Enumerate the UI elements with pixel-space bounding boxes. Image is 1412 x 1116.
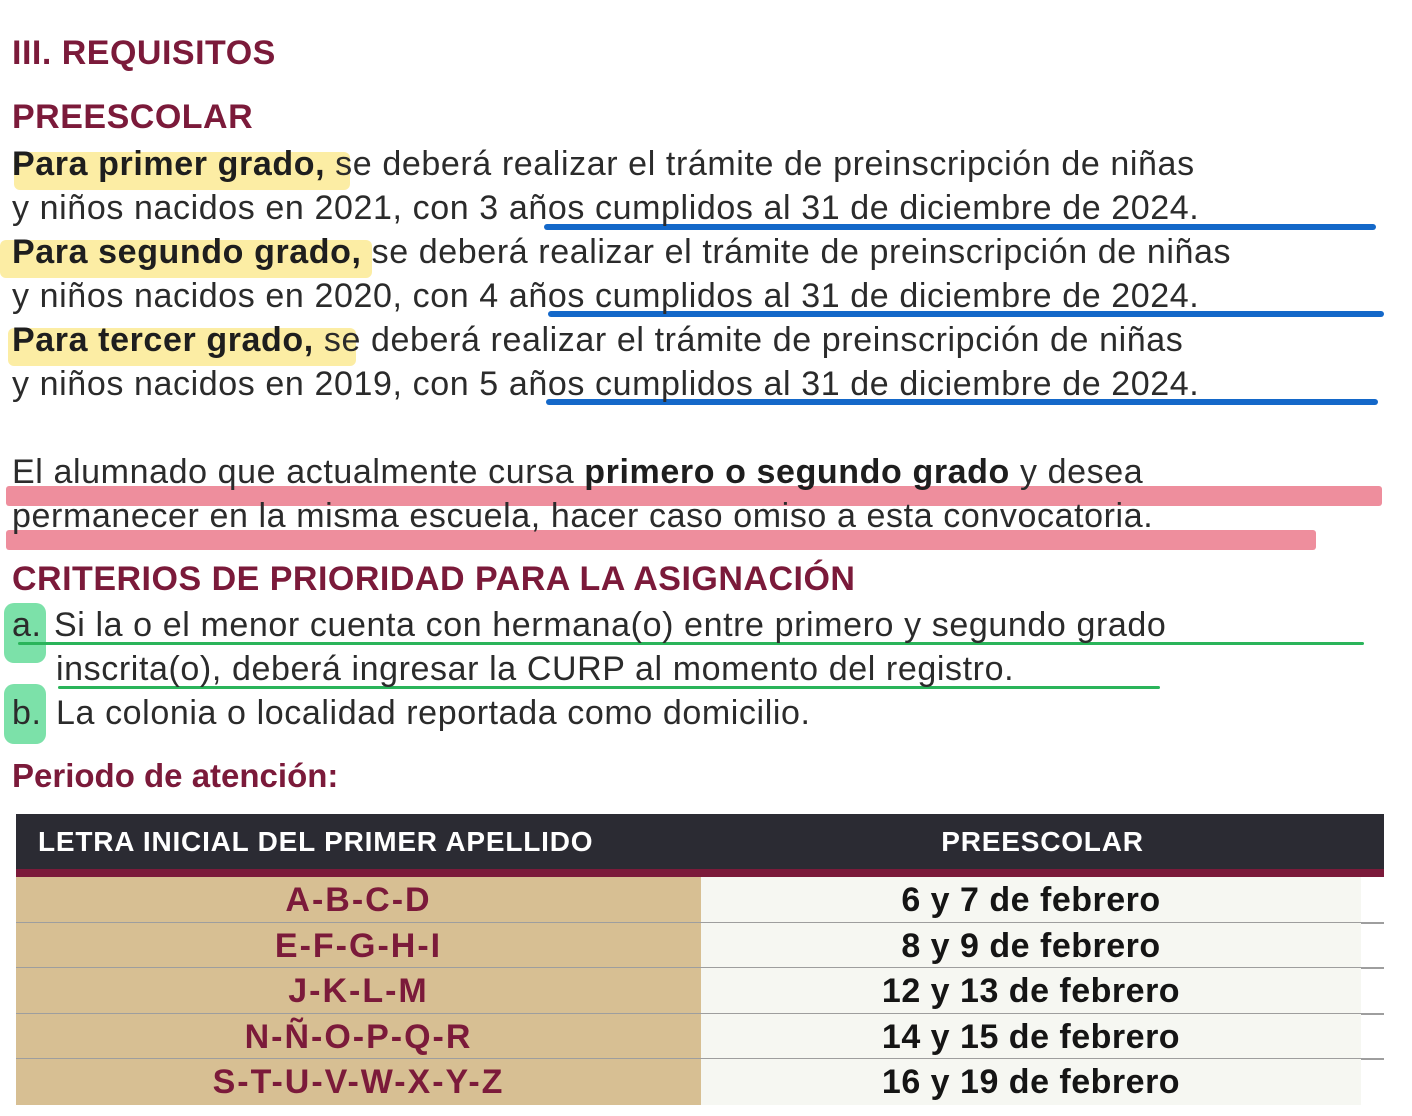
- grade-3-age-requirement: 5 años cumplidos al 31 de diciembre de 2024.: [479, 365, 1200, 403]
- grade-2-line2-pre: y niños nacidos en 2020, con: [12, 277, 480, 315]
- notice-line-2: [12, 494, 1153, 538]
- section-title: III. REQUISITOS: [12, 34, 276, 72]
- table-row: [16, 923, 1384, 969]
- header-letter-column: LETRA INICIAL DEL PRIMER APELLIDO: [38, 826, 594, 857]
- dates-cell: 12 y 13 de febrero: [701, 968, 1361, 1014]
- header-accent-bar: [16, 869, 1384, 877]
- table-row: [16, 877, 1384, 923]
- grade-1-line2-pre: y niños nacidos en 2021, con: [12, 189, 480, 227]
- grade-2-line-2: [12, 274, 1199, 318]
- grade-1-line-2: [12, 186, 1199, 230]
- criteria-heading: CRITERIOS DE PRIORIDAD PARA LA ASIGNACIÓN: [12, 560, 856, 598]
- dates-cell: 14 y 15 de febrero: [701, 1014, 1361, 1060]
- grade-2-comma: ,: [351, 233, 362, 271]
- table-header: [16, 814, 1384, 869]
- grade-1-label: Para primer grado: [12, 145, 316, 183]
- grade-1-age-requirement: 3 años cumplidos al 31 de diciembre de 2024.: [479, 189, 1200, 227]
- criteria-b-line1: La colonia o localidad reportada como domicilio.: [56, 694, 811, 732]
- grade-3-line2-pre: y niños nacidos en 2019, con: [12, 365, 480, 403]
- letters-cell: A-B-C-D: [16, 877, 701, 923]
- preescolar-heading: PREESCOLAR: [12, 98, 254, 136]
- dates-cell: 6 y 7 de febrero: [701, 877, 1361, 923]
- table-row: [16, 1059, 1384, 1105]
- period-heading: Periodo de atención:: [12, 757, 339, 794]
- header-preescolar-column: PREESCOLAR: [941, 826, 1144, 857]
- grade-2-line-1: [12, 230, 1231, 274]
- grade-1-text: se deberá realizar el trámite de preinscripción de niñas: [325, 145, 1195, 183]
- letters-cell: E-F-G-H-I: [16, 923, 701, 969]
- notice-pre: El alumnado que actualmente cursa: [12, 453, 585, 491]
- criteria-a-marker: a.: [12, 606, 42, 644]
- criteria-b-marker: b.: [12, 694, 42, 732]
- notice-line-1: [12, 450, 1143, 494]
- letters-cell: N-Ñ-O-P-Q-R: [16, 1014, 701, 1060]
- grade-3-comma: ,: [303, 321, 314, 359]
- notice-line2: permanecer en la misma escuela, hacer caso omiso a esta convocatoria.: [12, 497, 1154, 535]
- grade-3-line-2: [12, 362, 1199, 406]
- letters-cell: J-K-L-M: [16, 968, 701, 1014]
- grade-1-comma: ,: [315, 145, 326, 183]
- dates-cell: 16 y 19 de febrero: [701, 1059, 1361, 1105]
- grade-3-text: se deberá realizar el trámite de preinscripción de niñas: [313, 321, 1184, 359]
- grade-2-label: Para segundo grado: [12, 233, 352, 271]
- grade-2-age-requirement: 4 años cumplidos al 31 de diciembre de 2024.: [479, 277, 1200, 315]
- notice-post: y desea: [1009, 453, 1144, 491]
- criteria-a-line2: inscrita(o), deberá ingresar la CURP al momento del registro.: [56, 650, 1015, 688]
- table-body: [16, 877, 1384, 1105]
- notice-bold: primero o segundo grado: [584, 453, 1010, 491]
- table-row: [16, 1014, 1384, 1060]
- criteria-a-line1: Si la o el menor cuenta con hermana(o) entre primero y segundo grado: [54, 606, 1167, 644]
- grade-1-line-1: [12, 142, 1195, 186]
- grade-3-label: Para tercer grado: [12, 321, 304, 359]
- schedule-table: [16, 814, 1384, 1114]
- dates-cell: 8 y 9 de febrero: [701, 923, 1361, 969]
- grade-3-line-1: [12, 318, 1183, 362]
- table-row: [16, 968, 1384, 1014]
- letters-cell: S-T-U-V-W-X-Y-Z: [16, 1059, 701, 1105]
- grade-2-text: se deberá realizar el trámite de preinscripción de niñas: [361, 233, 1232, 271]
